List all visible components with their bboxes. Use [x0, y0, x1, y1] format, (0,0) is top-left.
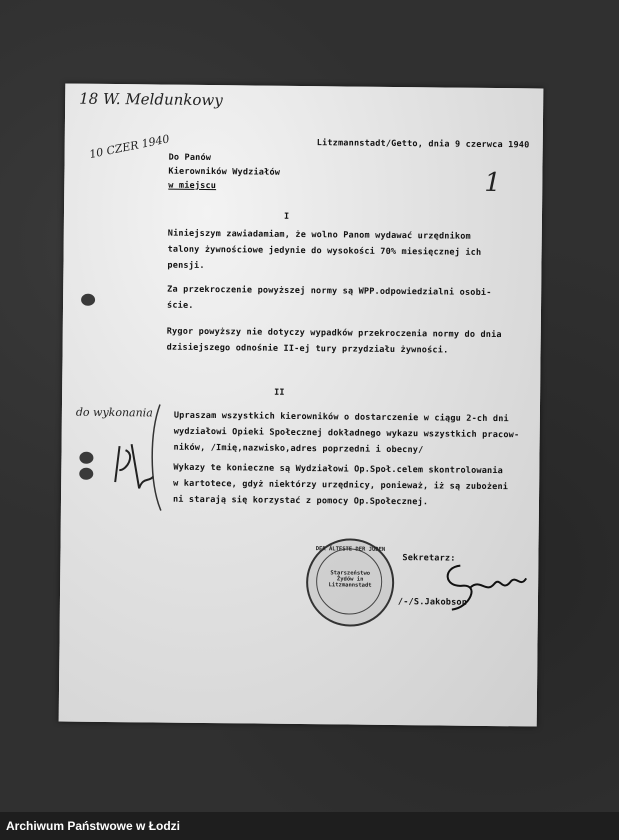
punch-hole [79, 468, 93, 480]
archive-name: Archiwum Państwowe w Łodzi [6, 819, 181, 833]
paragraph-4-line: wydziałowi Opieki Społecznej dokładnego wykazu wszystkich pracow- [173, 426, 520, 441]
place-and-date: Litzmannstadt/Getto, dnia 9 czerwca 1940 [316, 138, 530, 151]
secretary-label: Sekretarz: [402, 553, 456, 564]
section-number-1: I [283, 211, 290, 222]
received-date-stamp: 10 CZER 1940 [88, 132, 171, 162]
paragraph-1-line: talony żywnościowe jedynie do wysokości 70% miesięcznej ich [167, 244, 482, 258]
paragraph-3-line: dzisiejszego odnośnie II-ej tury przydziału żywności. [166, 342, 449, 356]
addressee-line-3: w miejscu [168, 180, 217, 192]
archive-footer [0, 812, 619, 840]
secretary-signature [440, 557, 531, 618]
secretary-name: /-/S.Jakobson [397, 597, 468, 608]
document-page [59, 84, 544, 727]
paragraph-1-line: pensji. [167, 260, 205, 271]
margin-bracket [145, 402, 166, 512]
paragraph-1-line: Niniejszym zawiadamiam, że wolno Panom wydawać urzędnikom [167, 228, 471, 242]
stamp-outer-text: DER ÄLTESTE DER JUDEN [315, 546, 386, 553]
section-number-2: II [274, 387, 285, 398]
addressee-line-1: Do Panów [168, 152, 212, 164]
paragraph-4-line: ników, /Imię,nazwisko,adres poprzedni i obecny/ [173, 442, 424, 456]
handwritten-header: 18 W. Meldunkowy [79, 89, 223, 110]
paragraph-4-line: Upraszam wszystkich kierowników o dostarczenie w ciągu 2-ch dni [173, 410, 509, 425]
paragraph-4-line: ni starają się korzystać z pomocy Op.Społecznej. [172, 494, 429, 508]
paragraph-4-line: Wykazy te konieczne są Wydziałowi Op.Społ.celem skontrolowania [173, 462, 504, 477]
margin-note: do wykonania [75, 405, 153, 420]
paragraph-4-line: w kartotece, gdyż niektórzy urzędnicy, ponieważ, iż są zubożeni [173, 478, 509, 493]
paragraph-3-line: Rygor powyższy nie dotyczy wypadków przekroczenia normy do dnia [166, 326, 502, 341]
paragraph-2-line: Za przekroczenie powyższej normy są WPP.odpowiedzialni osobi- [167, 284, 492, 298]
punch-hole [81, 294, 95, 306]
paragraph-2-line: ście. [166, 300, 194, 311]
official-round-stamp [306, 538, 395, 627]
addressee-line-2: Kierowników Wydziałów [168, 166, 281, 178]
document-number-mark: 1 [484, 167, 502, 199]
stamp-inner-text: Starszeństwo Żydów in Litzmannstadt [328, 570, 372, 589]
punch-hole [79, 452, 93, 464]
